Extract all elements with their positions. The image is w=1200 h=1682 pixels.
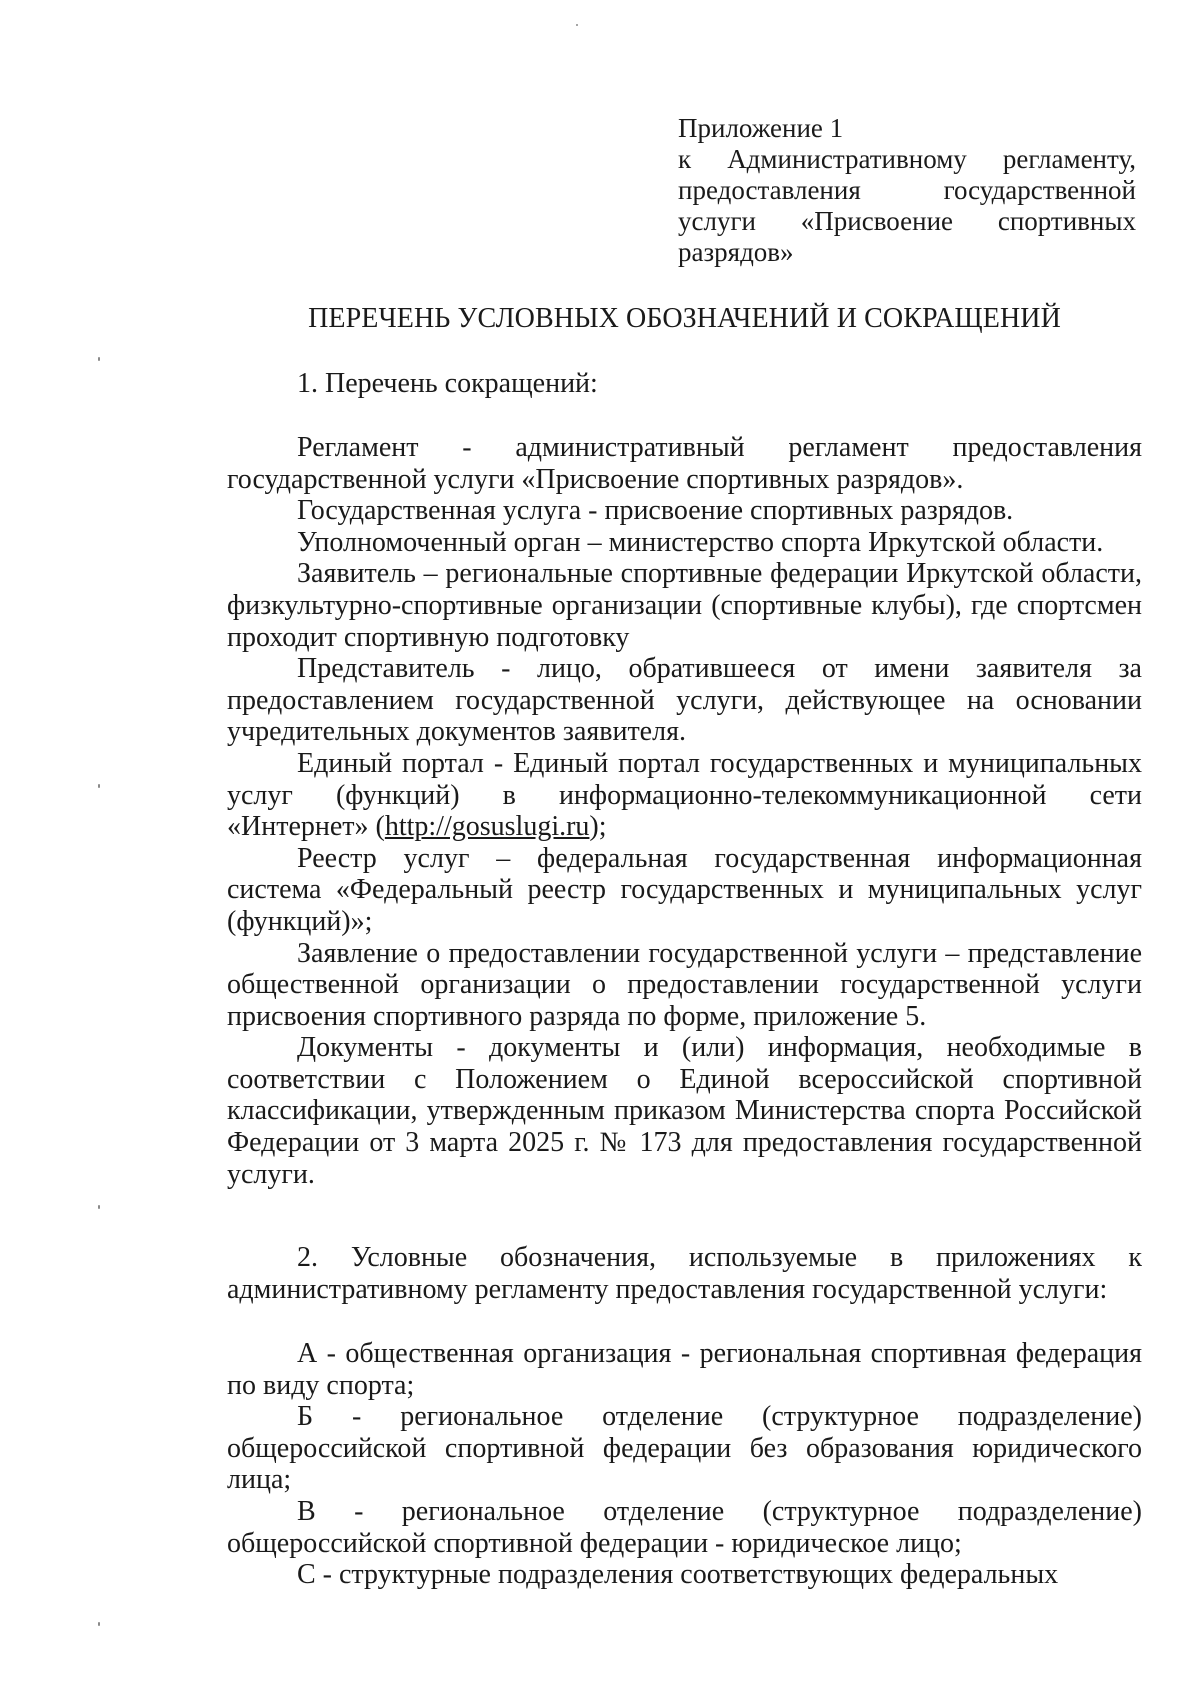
definition-paragraph: Заявитель – региональные спортивные федерации Иркутской области, физкультурно-спортивные организации (спортивные клубы), где спортсмен проходит спортивную подготовку [227,558,1142,653]
section2-body [227,1338,1142,1591]
appendix-line: предоставления государственной [678,175,1136,205]
definition-paragraph: Уполномоченный орган – министерство спорта Иркутской области. [297,526,1104,558]
notation-paragraph: А - общественная организация - региональная спортивная федерация по виду спорта; [227,1338,1142,1401]
section-heading: 1. Перечень сокращений: [297,368,598,399]
appendix-line: услуги «Присвоение спортивных [678,206,1136,236]
definition-paragraph: Документы - документы и (или) информация, необходимые в соответствии с Положением о Единой всероссийской спортивной классификации, утвержденным приказом Министерства спорта Российской Федерации от 3 марта 2025 г. № 173 для предоставления государственной услуги. [227,1032,1142,1190]
notation-paragraph: Б - региональное отделение (структурное подразделение) общероссийской спортивной федерации без образования юридического лица; [227,1401,1142,1496]
section1-body [227,432,1142,1190]
scan-mark [98,1622,100,1626]
notation-paragraph: В - региональное отделение (структурное подразделение) общероссийской спортивной федерации - юридическое лицо; [227,1495,1142,1559]
definition-paragraph: Реестр услуг – федеральная государственная информационная система «Федеральный реестр государственных и муниципальных услуг (функций)»; [227,842,1142,937]
scan-mark [98,784,100,788]
definition-paragraph: Представитель - лицо, обратившееся от имени заявителя за предоставлением государственной услуги, действующее на основании учредительных документов заявителя. [227,653,1142,748]
scan-mark [98,357,100,361]
document-title: ПЕРЕЧЕНЬ УСЛОВНЫХ ОБОЗНАЧЕНИЙ И СОКРАЩЕНИЙ [308,303,1061,334]
notation-paragraph: С - структурные подразделения соответствующих федеральных [297,1559,1059,1591]
scan-mark [576,24,578,26]
portal-link[interactable]: http://gosuslugi.ru [384,811,590,843]
definition-paragraph: Заявление о предоставлении государственной услуги – представление общественной организации о предоставлении государственной услуги присвоения спортивного разряда по форме, приложение 5. [227,937,1142,1032]
appendix-line: разрядов» [678,237,794,267]
portal-text-end: ); [589,811,607,843]
appendix-line: к Административному регламенту, [678,144,1136,174]
scan-mark [98,1205,100,1209]
definition-paragraph-portal [227,748,1142,843]
section-heading: 2. Условные обозначения, используемые в приложениях к административному регламенту предоставления государственной услуги: [227,1242,1142,1305]
definition-paragraph: Государственная услуга - присвоение спортивных разрядов. [297,495,1014,527]
definition-paragraph: Регламент - административный регламент предоставления государственной услуги «Присвоение спортивных разрядов». [227,432,1142,495]
portal-text: Единый портал - Единый портал государственных и муниципальных услуг (функций) в информационно-телекоммуникационной сети «Интернет» ( [227,747,1142,843]
appendix-header [678,113,1136,268]
appendix-number: Приложение 1 [678,113,844,143]
section1-heading [227,368,1142,400]
section2-heading [227,1242,1142,1305]
